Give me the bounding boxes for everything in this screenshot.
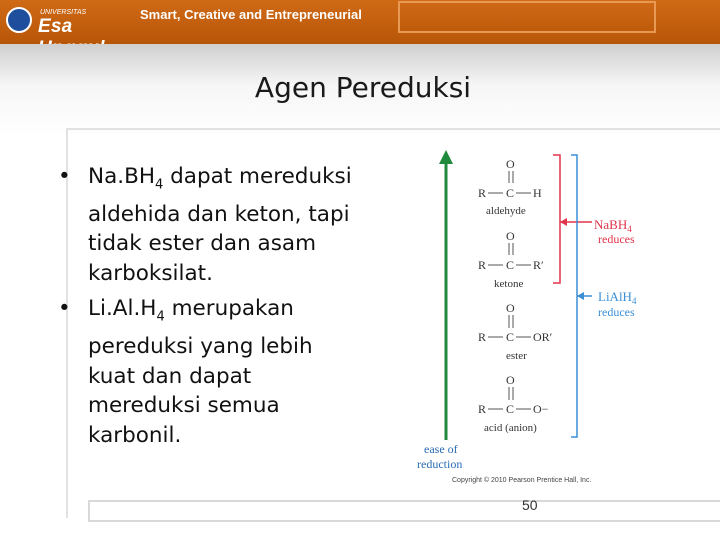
compound-name: ketone bbox=[494, 278, 524, 290]
slide-title: Agen Pereduksi bbox=[254, 71, 472, 104]
svg-text:O: O bbox=[506, 157, 515, 171]
bullet-text: $Na.BH_4$ dapat mereduksi aldehida dan keton, tapi tidak ester dan asam karboksilat. bbox=[88, 164, 352, 286]
reduction-figure bbox=[414, 150, 650, 486]
svg-text:O: O bbox=[506, 229, 515, 243]
lialh4-reduces: reduces bbox=[598, 305, 635, 319]
logo-text: Esa bbox=[38, 16, 73, 37]
tagline: Smart, Creative and Entrepreneurial bbox=[140, 7, 362, 22]
ease-label-line2: reduction bbox=[417, 457, 463, 471]
nabh4-reduces: reduces bbox=[598, 232, 635, 246]
bullet-list bbox=[58, 162, 358, 456]
header-decoration-box bbox=[398, 1, 656, 33]
svg-text:C: C bbox=[506, 186, 515, 200]
bullet-text: $Li.Al.H_4$ merupakan pereduksi yang lebih kuat dan dapat mereduksi semua karbonil. bbox=[88, 296, 313, 448]
logo-emblem-icon bbox=[6, 7, 32, 33]
compound-name: acid (anion) bbox=[484, 422, 537, 434]
svg-text:C: C bbox=[506, 258, 515, 272]
bullet-dot: • bbox=[58, 296, 71, 322]
figure-copyright: Copyright © 2010 Pearson Prentice Hall, Inc. bbox=[452, 477, 592, 484]
svg-text:R: R bbox=[478, 330, 487, 344]
footer-bar bbox=[88, 500, 720, 522]
bullet-dot: • bbox=[58, 164, 71, 189]
header-bar bbox=[0, 0, 720, 44]
svg-text:C: C bbox=[506, 402, 515, 416]
svg-text:R′: R′ bbox=[533, 258, 544, 272]
reduction-diagram bbox=[414, 150, 650, 486]
svg-text:R: R bbox=[478, 402, 487, 416]
nabh4-label: NaBH$_4$ bbox=[594, 217, 632, 234]
university-logo bbox=[6, 4, 126, 38]
lialh4-label: LiAlH$_4$ bbox=[598, 289, 637, 306]
compound-name: ester bbox=[506, 350, 527, 362]
logo-small-text: UNIVERSITAS bbox=[40, 9, 87, 16]
bullet-item bbox=[58, 162, 358, 288]
bullet-item bbox=[58, 294, 358, 450]
svg-text:R: R bbox=[478, 186, 487, 200]
svg-text:O−: O− bbox=[533, 402, 549, 416]
ease-label-line1: ease of bbox=[424, 442, 458, 456]
svg-text:OR′: OR′ bbox=[533, 330, 553, 344]
svg-text:C: C bbox=[506, 330, 515, 344]
svg-text:O: O bbox=[506, 301, 515, 315]
svg-text:R: R bbox=[478, 258, 487, 272]
page-number: 50 bbox=[522, 497, 538, 513]
svg-text:H: H bbox=[533, 186, 542, 200]
compound-name: aldehyde bbox=[486, 205, 526, 217]
svg-text:O: O bbox=[506, 373, 515, 387]
